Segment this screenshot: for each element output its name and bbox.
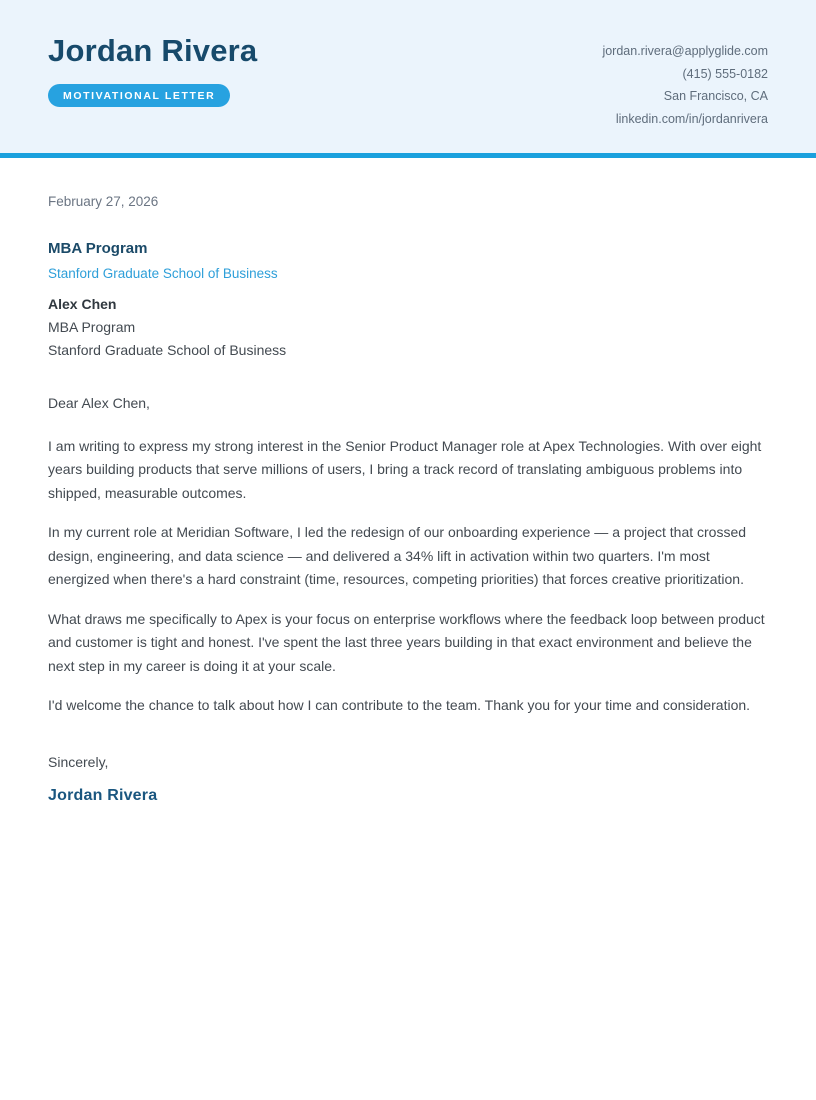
header-identity (48, 34, 257, 107)
recipient-block (48, 240, 768, 359)
recipient-contact-org: Stanford Graduate School of Business (48, 342, 287, 358)
recipient-contact-title: MBA Program (48, 319, 136, 335)
recipient-school-link[interactable]: Stanford Graduate School of Business (48, 266, 278, 281)
letter-body (0, 158, 816, 805)
paragraph-motivation: What draws me specifically to Apex is your focus on enterprise workflows where the feedback loop between product and customer is tight and honest. I've spent the last three years building in that exact environment and believe the next step in my career is doing it at your scale. (48, 610, 765, 674)
closing-line: Sincerely, (48, 753, 109, 770)
contact-location: San Francisco, CA (663, 89, 768, 104)
contact-phone: (415) 555-0182 (682, 66, 768, 81)
contact-linkedin: linkedin.com/in/jordanrivera (615, 111, 768, 126)
contact-email: jordan.rivera@applyglide.com (602, 44, 768, 58)
recipient-program-title: MBA Program (48, 240, 148, 257)
salutation: Dear Alex Chen, (48, 395, 150, 411)
signature-name: Jordan Rivera (48, 787, 158, 804)
letter-date: February 27, 2026 (48, 194, 159, 209)
paragraph-thanks: I'd welcome the chance to talk about how I can contribute to the team. Thank you for your time and consideration. (48, 697, 751, 713)
letter-header (0, 0, 816, 158)
contact-info (602, 34, 768, 130)
person-name: Jordan Rivera (48, 33, 258, 68)
paragraph-intro: I am writing to express my strong interest in the Senior Product Manager role at Apex Technologies. With over eight years building products that serve millions of users, I bring a track record of translating ambiguous problems into shipped, measurable outcomes. (48, 437, 762, 501)
paragraph-current-role: In my current role at Meridian Software, I led the redesign of our onboarding experience — a project that crossed design, engineering, and data science — and delivered a 34% lift in activation within two quarters. I'm most energized when there's a hard constraint (time, resources, competing priorities) that forces creative prioritization. (48, 524, 747, 587)
document-type-badge: MOTIVATIONAL LETTER (48, 84, 230, 107)
recipient-contact-name: Alex Chen (48, 296, 117, 312)
